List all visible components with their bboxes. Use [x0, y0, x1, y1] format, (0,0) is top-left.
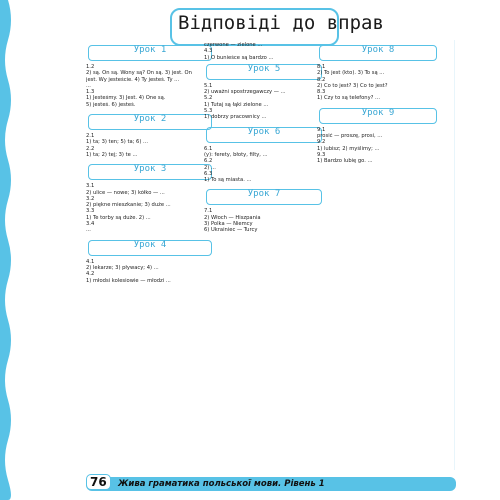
- answer-line: 1) Te torby są duże. 2) ...: [86, 214, 151, 221]
- lesson-heading: Урок 8: [361, 45, 395, 55]
- answers-column-3: [317, 42, 439, 165]
- answer-line: 2.2: [86, 145, 95, 152]
- answer-line: 1) młodsi kolesiowie — młodzi ...: [86, 277, 171, 284]
- lesson-heading: Урок 5: [247, 63, 281, 74]
- answer-line: 4.3: [204, 48, 213, 55]
- answer-line: 2) Włoch — Hiszpania: [204, 214, 261, 221]
- answer-line: 4.1: [86, 258, 95, 265]
- answers-column-1: [86, 42, 214, 284]
- answer-line: jest. Wy jesteście. 4) Ty jesteś. Ty ...: [86, 76, 180, 83]
- lesson-heading-box: [88, 240, 212, 256]
- answer-line: 1) ta; 2) tej; 3) te ...: [86, 151, 138, 158]
- answers-column-2: [204, 42, 324, 234]
- footer-book-title: Жива граматика польської мови. Рівень 1: [118, 479, 325, 489]
- lesson-heading: Урок 1: [133, 45, 167, 55]
- answer-line: 2) lekarze; 3) pływacy; 4) ...: [86, 264, 159, 271]
- lesson-heading: Урок 9: [361, 107, 395, 118]
- answer-line: 1) O bunieśce są bardzo ...: [204, 54, 274, 61]
- right-margin-line: [454, 40, 455, 470]
- page-number: 76: [86, 474, 111, 490]
- answer-line: 2) To jest (kto). 3) To są ...: [317, 70, 385, 77]
- answer-line: 5.3: [204, 108, 213, 115]
- lesson-heading-box: [319, 108, 437, 124]
- answer-line: 1) Bardzo lubię go. ...: [317, 158, 373, 165]
- answer-line: 2.1: [86, 133, 95, 140]
- answer-line: 2) ulice — nowe; 3) kółko — ...: [86, 189, 165, 196]
- answer-line: 9.1: [317, 126, 326, 133]
- answer-line: 1) To są miasta. ...: [204, 177, 252, 184]
- left-wave-border: [0, 0, 14, 500]
- answer-line: 5.2: [204, 95, 213, 102]
- answer-line: 1) dobrzy pracownicy ...: [204, 114, 267, 121]
- answer-line: 3.2: [86, 195, 95, 202]
- answer-line: 4.2: [86, 271, 95, 278]
- lesson-heading: Урок 4: [133, 239, 167, 250]
- lesson-heading: Урок 3: [133, 164, 167, 175]
- answer-line: prosić — proszę, prosi, ...: [317, 133, 383, 140]
- answer-line: 1) lubisz; 2) myślimy; ...: [317, 145, 380, 152]
- answer-line: ...: [86, 227, 91, 234]
- answer-line: 1) Jesteśmy. 3) Jest. 4) One są.: [86, 95, 166, 102]
- answer-line: 6.2: [204, 158, 213, 165]
- answer-line: 2) uważni spostrzegawczy — ...: [204, 89, 286, 96]
- answer-line: 3.4: [86, 221, 95, 228]
- answer-line: 5) jesteś. 6) jesteś.: [86, 101, 136, 108]
- answer-line: 2) ...: [204, 164, 216, 171]
- answer-line: 2) piękne mieszkanie; 3) duże ...: [86, 202, 171, 209]
- lesson-heading: Урок 2: [133, 114, 167, 125]
- lesson-heading-box: [88, 45, 212, 61]
- page-title: Відповіді до вправ: [178, 12, 384, 34]
- answer-line: ...: [86, 82, 91, 89]
- answer-line: 1.2: [86, 64, 95, 70]
- answer-line: 6) Ukrainiec — Turcy: [204, 227, 258, 234]
- lesson-heading-box: [206, 64, 322, 80]
- answer-line: 6.1: [204, 145, 213, 152]
- answer-line: 3) Polka — Niemcy: [204, 221, 253, 228]
- lesson-heading-box: [206, 127, 322, 143]
- lesson-heading-box: [88, 164, 212, 180]
- answer-line: 3.1: [86, 183, 95, 190]
- answer-line: 5.1: [204, 82, 213, 89]
- answer-line: 6.3: [204, 170, 213, 177]
- answer-line: 7.1: [204, 208, 213, 215]
- answer-line: 2) Co to jest? 3) Co to jest?: [317, 82, 388, 89]
- lesson-heading: Урок 7: [247, 189, 281, 200]
- lesson-heading-box: [88, 114, 212, 130]
- lesson-heading-box: [319, 45, 437, 61]
- answer-line: 1.3: [86, 89, 95, 96]
- answer-line: 1) ta; 3) ten; 5) ta; 6) ...: [86, 139, 148, 146]
- answer-line: 3.3: [86, 208, 95, 215]
- answer-line: 2) są. On są. Wony są? On są. 3) jest. On: [86, 70, 192, 77]
- answer-line: 8.1: [317, 64, 326, 70]
- lesson-heading: Урок 6: [247, 126, 281, 137]
- answer-line: 1) Tutaj są łąki zielone ...: [204, 101, 269, 108]
- answer-line: 8.2: [317, 76, 326, 83]
- answer-line: czerwone — zielone ...: [204, 42, 263, 48]
- answer-line: 1) Czy to są telefony? ...: [317, 95, 380, 102]
- answer-line: 9.3: [317, 151, 326, 158]
- lesson-heading-box: [206, 189, 322, 205]
- answer-line: 9.2: [317, 139, 326, 146]
- answer-line: 8.3: [317, 89, 326, 96]
- answer-line: (y): ferety, błoty, filty, ...: [204, 151, 268, 158]
